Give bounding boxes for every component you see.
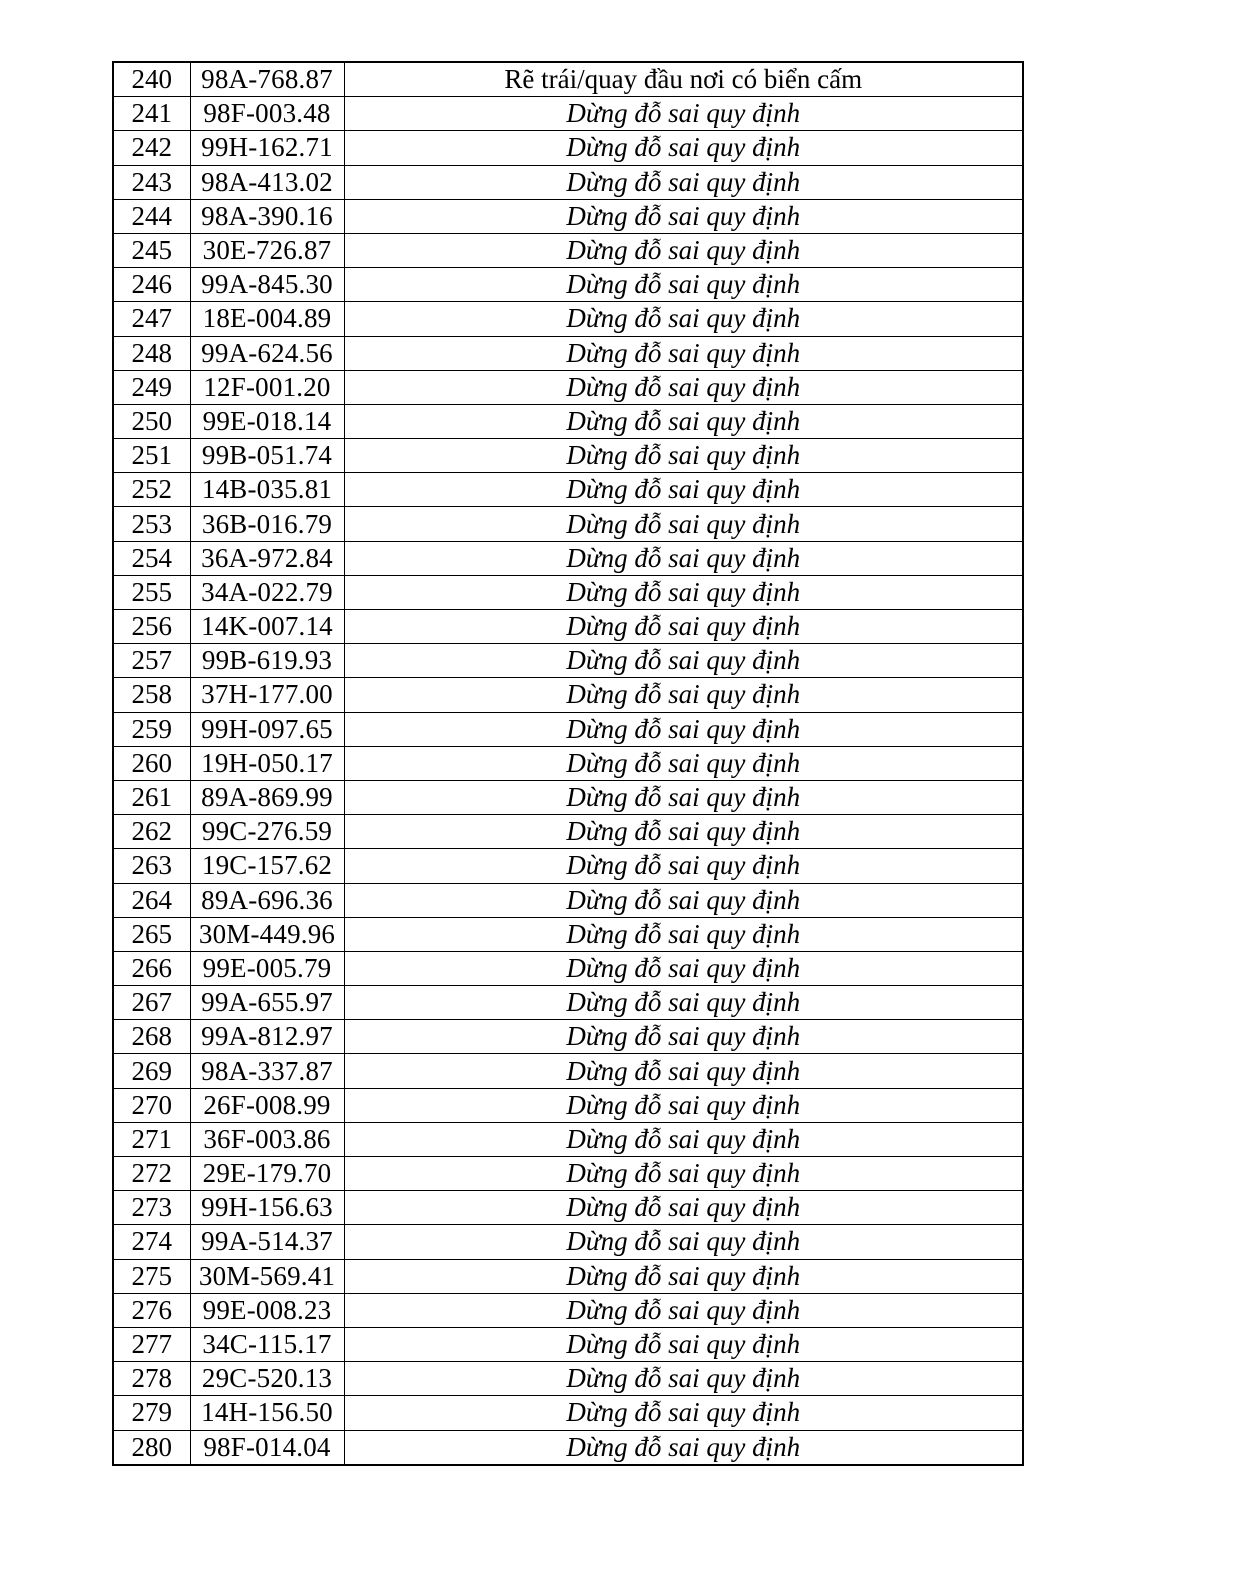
row-number-cell: 243 [113,165,190,199]
violation-cell: Dừng đỗ sai quy định [344,1293,1023,1327]
table-row [113,1396,1023,1430]
table-row [113,610,1023,644]
license-plate-cell: 12F-001.20 [190,370,344,404]
table-row [113,712,1023,746]
license-plate-cell: 37H-177.00 [190,678,344,712]
table-row [113,302,1023,336]
table-row [113,1327,1023,1361]
violation-cell: Dừng đỗ sai quy định [344,644,1023,678]
row-number-cell: 251 [113,439,190,473]
violation-cell: Dừng đỗ sai quy định [344,1430,1023,1465]
violation-cell: Dừng đỗ sai quy định [344,1327,1023,1361]
table-row [113,404,1023,438]
violation-cell: Dừng đỗ sai quy định [344,951,1023,985]
violation-cell: Dừng đỗ sai quy định [344,575,1023,609]
license-plate-cell: 19H-050.17 [190,746,344,780]
row-number-cell: 269 [113,1054,190,1088]
license-plate-cell: 98A-337.87 [190,1054,344,1088]
license-plate-cell: 99A-845.30 [190,268,344,302]
table-row [113,1362,1023,1396]
table-row [113,62,1023,97]
row-number-cell: 271 [113,1122,190,1156]
license-plate-cell: 99A-812.97 [190,1020,344,1054]
license-plate-cell: 34A-022.79 [190,575,344,609]
table-row [113,849,1023,883]
license-plate-cell: 30E-726.87 [190,233,344,267]
license-plate-cell: 29C-520.13 [190,1362,344,1396]
violation-cell: Dừng đỗ sai quy định [344,507,1023,541]
license-plate-cell: 99A-624.56 [190,336,344,370]
row-number-cell: 278 [113,1362,190,1396]
license-plate-cell: 98A-413.02 [190,165,344,199]
violation-cell: Dừng đỗ sai quy định [344,1020,1023,1054]
table-row [113,507,1023,541]
violation-cell: Dừng đỗ sai quy định [344,1259,1023,1293]
violation-cell: Dừng đỗ sai quy định [344,1122,1023,1156]
license-plate-cell: 99H-097.65 [190,712,344,746]
row-number-cell: 254 [113,541,190,575]
license-plate-cell: 98A-390.16 [190,199,344,233]
violation-cell: Dừng đỗ sai quy định [344,917,1023,951]
license-plate-cell: 19C-157.62 [190,849,344,883]
row-number-cell: 249 [113,370,190,404]
violation-cell: Dừng đỗ sai quy định [344,678,1023,712]
table-row [113,268,1023,302]
row-number-cell: 262 [113,815,190,849]
violation-cell: Dừng đỗ sai quy định [344,1362,1023,1396]
license-plate-cell: 99A-655.97 [190,986,344,1020]
violations-table [112,61,1024,1466]
license-plate-cell: 36F-003.86 [190,1122,344,1156]
table-row [113,1054,1023,1088]
table-row [113,1157,1023,1191]
violation-cell: Dừng đỗ sai quy định [344,302,1023,336]
license-plate-cell: 99C-276.59 [190,815,344,849]
violation-cell: Dừng đỗ sai quy định [344,780,1023,814]
row-number-cell: 274 [113,1225,190,1259]
row-number-cell: 242 [113,131,190,165]
table-row [113,199,1023,233]
license-plate-cell: 18E-004.89 [190,302,344,336]
violation-cell: Dừng đỗ sai quy định [344,336,1023,370]
table-row [113,165,1023,199]
license-plate-cell: 89A-696.36 [190,883,344,917]
license-plate-cell: 98F-014.04 [190,1430,344,1465]
violation-cell: Dừng đỗ sai quy định [344,268,1023,302]
row-number-cell: 253 [113,507,190,541]
row-number-cell: 260 [113,746,190,780]
violation-cell: Dừng đỗ sai quy định [344,1191,1023,1225]
table-row [113,951,1023,985]
row-number-cell: 258 [113,678,190,712]
violation-cell: Dừng đỗ sai quy định [344,1396,1023,1430]
violation-cell: Dừng đỗ sai quy định [344,712,1023,746]
table-row [113,815,1023,849]
table-row [113,986,1023,1020]
row-number-cell: 256 [113,610,190,644]
table-row [113,1191,1023,1225]
table-row [113,1225,1023,1259]
violation-cell: Dừng đỗ sai quy định [344,233,1023,267]
table-row [113,473,1023,507]
table-row [113,370,1023,404]
table-row [113,644,1023,678]
table-row [113,131,1023,165]
violation-cell: Dừng đỗ sai quy định [344,473,1023,507]
row-number-cell: 248 [113,336,190,370]
license-plate-cell: 98F-003.48 [190,97,344,131]
violation-cell: Dừng đỗ sai quy định [344,849,1023,883]
table-row [113,233,1023,267]
row-number-cell: 244 [113,199,190,233]
license-plate-cell: 99A-514.37 [190,1225,344,1259]
row-number-cell: 261 [113,780,190,814]
violation-cell: Dừng đỗ sai quy định [344,610,1023,644]
table-row [113,1293,1023,1327]
row-number-cell: 275 [113,1259,190,1293]
violation-cell: Dừng đỗ sai quy định [344,404,1023,438]
row-number-cell: 240 [113,62,190,97]
row-number-cell: 265 [113,917,190,951]
table-row [113,917,1023,951]
table-row [113,1430,1023,1465]
row-number-cell: 264 [113,883,190,917]
row-number-cell: 252 [113,473,190,507]
row-number-cell: 257 [113,644,190,678]
table-row [113,1122,1023,1156]
license-plate-cell: 36B-016.79 [190,507,344,541]
violation-cell: Dừng đỗ sai quy định [344,97,1023,131]
row-number-cell: 272 [113,1157,190,1191]
row-number-cell: 246 [113,268,190,302]
row-number-cell: 277 [113,1327,190,1361]
table-row [113,1088,1023,1122]
license-plate-cell: 99E-018.14 [190,404,344,438]
violation-cell: Dừng đỗ sai quy định [344,439,1023,473]
table-row [113,575,1023,609]
row-number-cell: 245 [113,233,190,267]
row-number-cell: 255 [113,575,190,609]
row-number-cell: 247 [113,302,190,336]
license-plate-cell: 99E-008.23 [190,1293,344,1327]
row-number-cell: 276 [113,1293,190,1327]
violation-cell: Dừng đỗ sai quy định [344,541,1023,575]
violation-cell: Dừng đỗ sai quy định [344,1054,1023,1088]
table-row [113,439,1023,473]
license-plate-cell: 99H-156.63 [190,1191,344,1225]
license-plate-cell: 99B-619.93 [190,644,344,678]
license-plate-cell: 26F-008.99 [190,1088,344,1122]
license-plate-cell: 99H-162.71 [190,131,344,165]
violation-cell: Dừng đỗ sai quy định [344,815,1023,849]
license-plate-cell: 30M-569.41 [190,1259,344,1293]
row-number-cell: 250 [113,404,190,438]
violation-cell: Rẽ trái/quay đầu nơi có biển cấm [344,62,1023,97]
row-number-cell: 241 [113,97,190,131]
table-row [113,541,1023,575]
violation-cell: Dừng đỗ sai quy định [344,883,1023,917]
row-number-cell: 270 [113,1088,190,1122]
violation-cell: Dừng đỗ sai quy định [344,1157,1023,1191]
row-number-cell: 259 [113,712,190,746]
violation-cell: Dừng đỗ sai quy định [344,370,1023,404]
license-plate-cell: 14B-035.81 [190,473,344,507]
table-row [113,1259,1023,1293]
table-row [113,746,1023,780]
license-plate-cell: 34C-115.17 [190,1327,344,1361]
row-number-cell: 273 [113,1191,190,1225]
violation-cell: Dừng đỗ sai quy định [344,165,1023,199]
row-number-cell: 268 [113,1020,190,1054]
table-row [113,678,1023,712]
table-row [113,97,1023,131]
violation-cell: Dừng đỗ sai quy định [344,1225,1023,1259]
license-plate-cell: 14K-007.14 [190,610,344,644]
license-plate-cell: 99E-005.79 [190,951,344,985]
table-body [113,62,1023,1465]
license-plate-cell: 89A-869.99 [190,780,344,814]
license-plate-cell: 99B-051.74 [190,439,344,473]
license-plate-cell: 14H-156.50 [190,1396,344,1430]
license-plate-cell: 30M-449.96 [190,917,344,951]
row-number-cell: 267 [113,986,190,1020]
table-row [113,883,1023,917]
table-row [113,336,1023,370]
violation-cell: Dừng đỗ sai quy định [344,1088,1023,1122]
row-number-cell: 280 [113,1430,190,1465]
license-plate-cell: 98A-768.87 [190,62,344,97]
table-row [113,1020,1023,1054]
license-plate-cell: 29E-179.70 [190,1157,344,1191]
violation-cell: Dừng đỗ sai quy định [344,131,1023,165]
violation-cell: Dừng đỗ sai quy định [344,199,1023,233]
violation-cell: Dừng đỗ sai quy định [344,746,1023,780]
license-plate-cell: 36A-972.84 [190,541,344,575]
row-number-cell: 266 [113,951,190,985]
row-number-cell: 263 [113,849,190,883]
violation-cell: Dừng đỗ sai quy định [344,986,1023,1020]
table-row [113,780,1023,814]
row-number-cell: 279 [113,1396,190,1430]
